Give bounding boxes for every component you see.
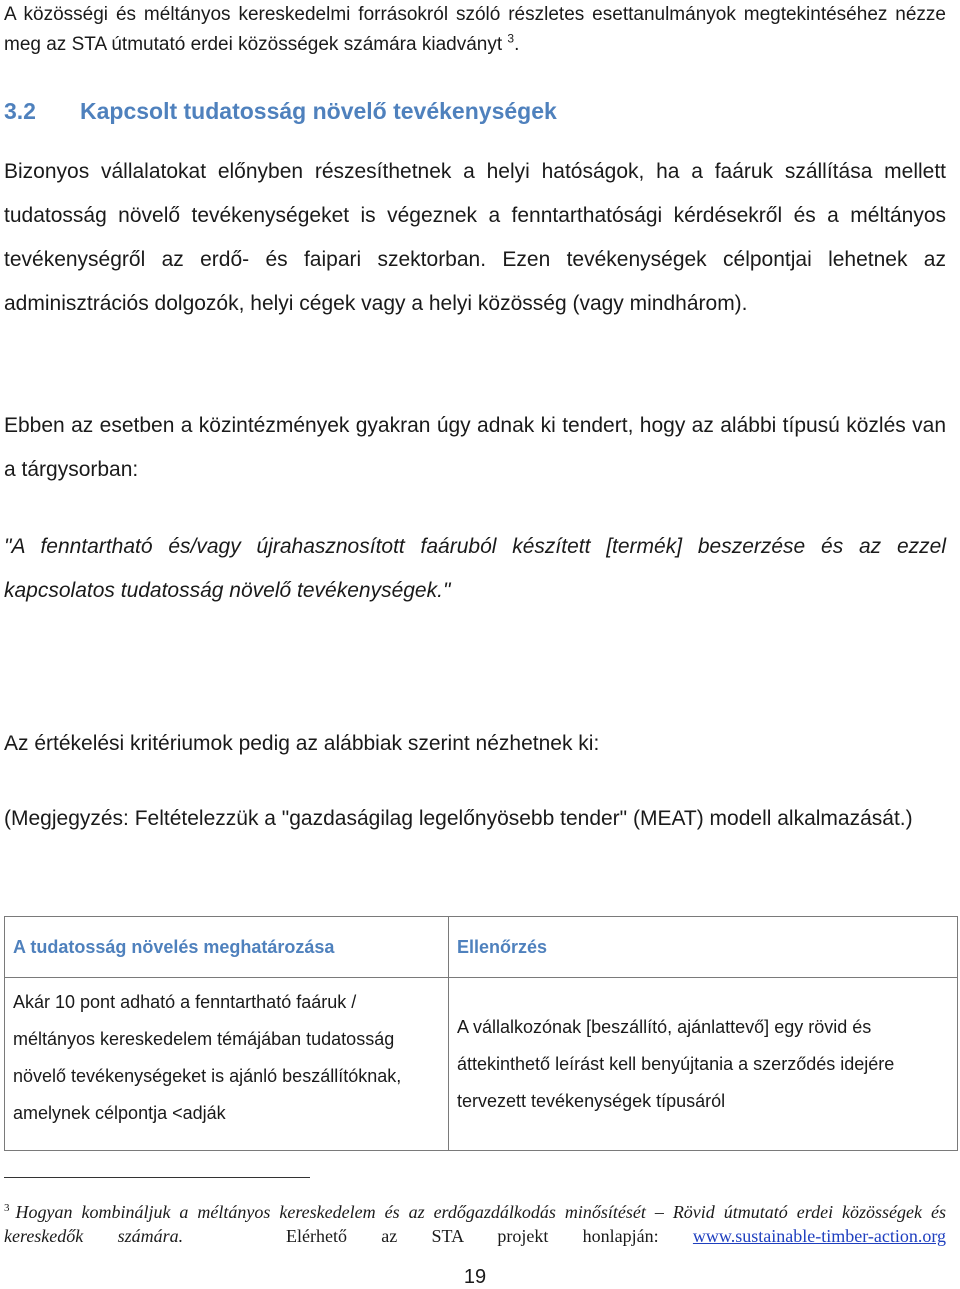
table-header-verification: Ellenőrzés — [449, 917, 958, 978]
footnote-reference[interactable]: 3 — [507, 31, 515, 46]
footnote — [4, 1200, 946, 1248]
paragraph-criteria-intro: Az értékelési kritériumok pedig az alábbiak szerint nézhetnek ki: — [4, 732, 600, 755]
footnote-title: Hogyan kombináljuk a méltányos kereskedelem és az erdőgazdálkodás minősítését – Rövid útmutató erdei közösségek és kereskedők számára. — [4, 1202, 946, 1246]
footnote-separator — [4, 1177, 310, 1178]
intro-paragraph — [4, 0, 946, 60]
intro-end: . — [514, 34, 520, 55]
paragraph-quote: "A fenntartható és/vagy újrahasznosított faáruból készített [termék] beszerzése és az ezzel kapcsolatos tudatosság növelő tevékenységek." — [4, 535, 946, 602]
section-heading — [4, 98, 557, 125]
intro-text: A közösségi és méltányos kereskedelmi forrásokról szóló részletes esettanulmányok megtekintéséhez nézze meg az STA útmutató erdei közösségek számára kiadványt — [4, 4, 946, 55]
table-header-definition: A tudatosság növelés meghatározása — [5, 917, 449, 978]
section-title: Kapcsolt tudatosság növelő tevékenységek — [80, 98, 557, 124]
page-number: 19 — [463, 1266, 487, 1288]
criteria-table — [4, 916, 958, 1151]
footnote-number: 3 — [4, 1202, 10, 1214]
paragraph-note: (Megjegyzés: Feltételezzük a "gazdaságilag legelőnyösebb tender" (MEAT) modell alkalmazását.) — [4, 807, 913, 830]
table-cell-verification: A vállalkozónak [beszállító, ajánlattevő] egy rövid és áttekinthető leírást kell benyújtania a szerződés idejére tervezett tevékenységek típusáról — [449, 978, 958, 1151]
table-header-row — [5, 917, 958, 978]
paragraph-preference: Bizonyos vállalatokat előnyben részesíthetnek a helyi hatóságok, ha a faáruk szállítása mellett tudatosság növelő tevékenységeket is végeznek a fenntarthatósági kérdésekről és a méltányos tevékenységről az erdő- és faipari szektorban. Ezen tevékenységek célpontjai lehetnek az adminisztrációs dolgozók, helyi cégek vagy a helyi közösség (vagy mindhárom). — [4, 160, 946, 315]
footnote-link[interactable]: www.sustainable-timber-action.org — [692, 1226, 946, 1246]
table-row — [5, 978, 958, 1151]
paragraph-tender: Ebben az esetben a közintézmények gyakran úgy adnak ki tendert, hogy az alábbi típusú közlés van a tárgysorban: — [4, 414, 946, 481]
section-number: 3.2 — [4, 98, 36, 124]
table-cell-definition: Akár 10 pont adható a fenntartható faáruk / méltányos kereskedelem témájában tudatosság növelő tevékenységeket is ajánló beszállítóknak, amelynek célpontja <adják — [5, 978, 449, 1151]
footnote-availability: Elérhető az STA projekt honlapján: — [285, 1226, 659, 1246]
